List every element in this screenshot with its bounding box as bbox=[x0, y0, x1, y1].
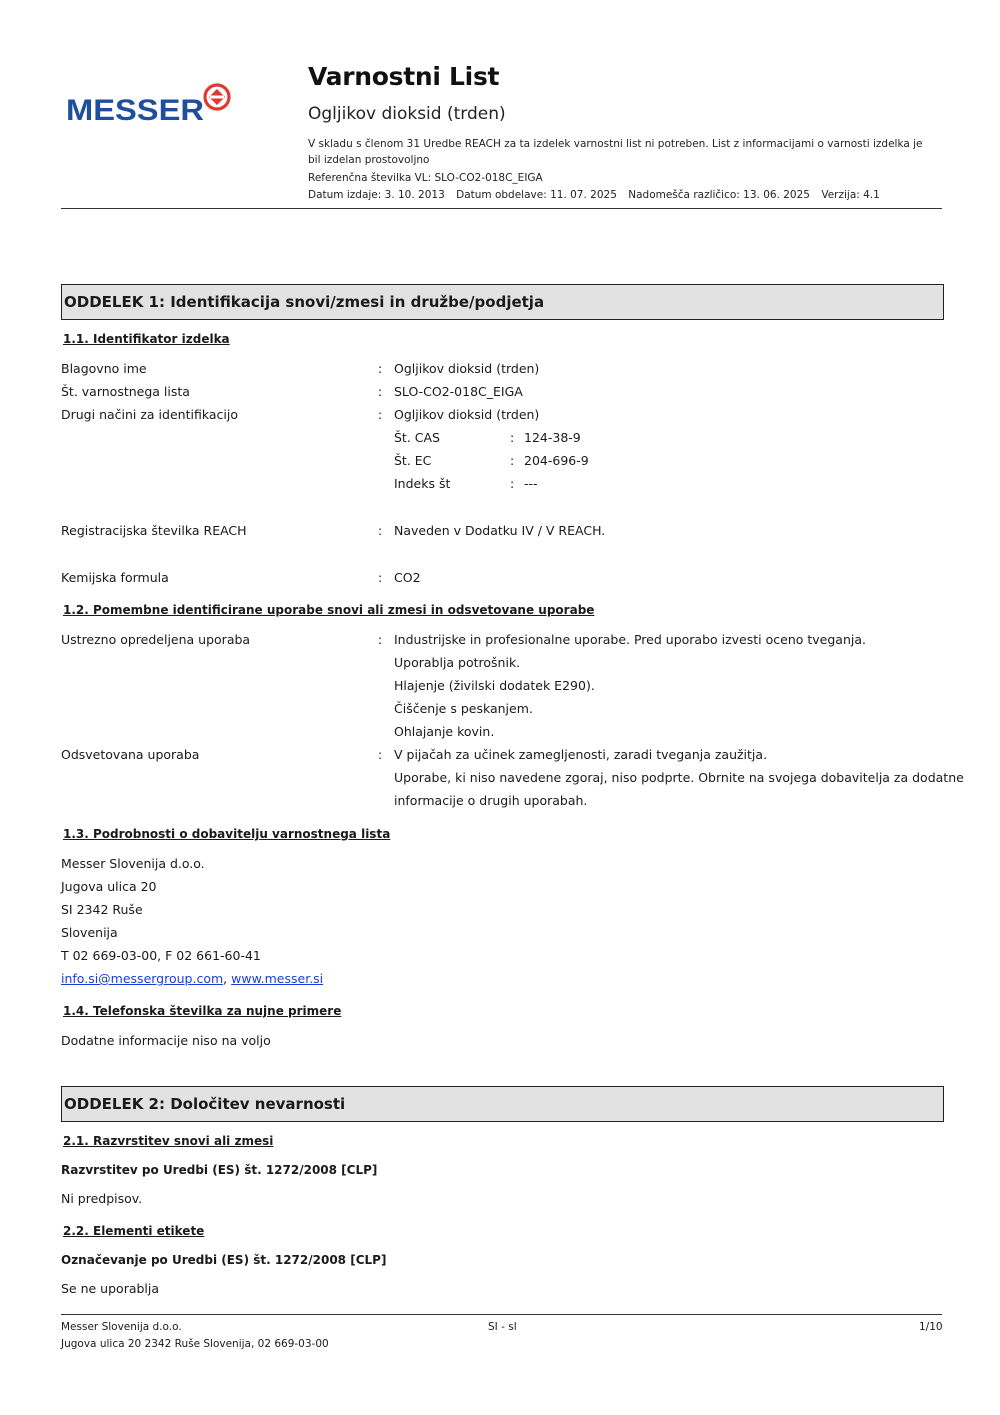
document-title: Varnostni List bbox=[308, 62, 500, 91]
issue-date: Datum izdaje: 3. 10. 2013 bbox=[308, 189, 445, 201]
subsection-2-1-title: 2.1. Razvrstitev snovi ali zmesi bbox=[63, 1134, 274, 1148]
supersedes-date: Nadomešča različico: 13. 06. 2025 bbox=[628, 189, 810, 201]
classification-text: Ni predpisov. bbox=[61, 1191, 143, 1206]
colon: : bbox=[378, 361, 383, 376]
colon: : bbox=[510, 476, 515, 491]
supplier-country: Slovenija bbox=[61, 925, 118, 940]
classification-clp-title: Razvrstitev po Uredbi (ES) št. 1272/2008 [CLP] bbox=[61, 1163, 378, 1177]
colon: : bbox=[510, 453, 515, 468]
reach-label: Registracijska številka REACH bbox=[61, 523, 247, 538]
colon: : bbox=[510, 430, 515, 445]
subsection-1-2-title: 1.2. Pomembne identificirane uporabe snovi ali zmesi in odsvetovane uporabe bbox=[63, 603, 595, 617]
messer-logo bbox=[66, 80, 236, 124]
contact-separator: , bbox=[223, 971, 232, 986]
subsection-1-4-title: 1.4. Telefonska številka za nujne primere bbox=[63, 1004, 342, 1018]
emergency-phone-text: Dodatne informacije niso na voljo bbox=[61, 1033, 271, 1048]
ec-value: 204-696-9 bbox=[524, 453, 589, 468]
labelling-text: Se ne uporablja bbox=[61, 1281, 160, 1296]
supplier-city: SI 2342 Ruše bbox=[61, 902, 143, 917]
advised-against-item: Uporabe, ki niso navedene zgoraj, niso podprte. Obrnite na svojega dobavitelja za dodatne bbox=[394, 770, 964, 785]
email-link[interactable]: info.si@messergroup.com bbox=[61, 971, 224, 986]
formula-value: CO2 bbox=[394, 570, 421, 585]
subsection-1-1-title: 1.1. Identifikator izdelka bbox=[63, 332, 230, 346]
labelling-clp-title: Označevanje po Uredbi (ES) št. 1272/2008 [CLP] bbox=[61, 1253, 387, 1267]
trade-name-value: Ogljikov dioksid (trden) bbox=[394, 361, 540, 376]
relevant-use-item: Čiščenje s peskanjem. bbox=[394, 701, 533, 716]
messer-logo-wordmark: MESSER bbox=[66, 94, 205, 124]
reach-value: Naveden v Dodatku IV / V REACH. bbox=[394, 523, 606, 538]
supplier-street: Jugova ulica 20 bbox=[61, 879, 157, 894]
colon: : bbox=[378, 747, 383, 762]
footer-company: Messer Slovenija d.o.o. bbox=[61, 1321, 182, 1333]
footer-language: SI - sl bbox=[488, 1321, 517, 1333]
intro-text: V skladu s členom 31 Uredbe REACH za ta izdelek varnostni list ni potreben. List z informacijami o varnosti izdelka je bil izdelan prostovoljno bbox=[308, 138, 923, 166]
index-label: Indeks št bbox=[394, 476, 451, 491]
dates-line bbox=[308, 187, 888, 203]
supplier-contacts bbox=[61, 971, 323, 986]
section-2-heading: ODDELEK 2: Določitev nevarnosti bbox=[61, 1086, 944, 1122]
relevant-use-item: Ohlajanje kovin. bbox=[394, 724, 495, 739]
reference-number: Referenčna številka VL: SLO-CO2-018C_EIGA bbox=[308, 172, 543, 184]
website-link[interactable]: www.messer.si bbox=[231, 971, 324, 986]
section-1-heading: ODDELEK 1: Identifikacija snovi/zmesi in družbe/podjetja bbox=[61, 284, 944, 320]
subsection-1-3-title: 1.3. Podrobnosti o dobavitelju varnostnega lista bbox=[63, 827, 391, 841]
advised-against-item: informacije o drugih uporabah. bbox=[394, 793, 588, 808]
colon: : bbox=[378, 632, 383, 647]
relevant-use-label: Ustrezno opredeljena uporaba bbox=[61, 632, 251, 647]
colon: : bbox=[378, 384, 383, 399]
relevant-use-item: Uporablja potrošnik. bbox=[394, 655, 521, 670]
relevant-use-item: Hlajenje (živilski dodatek E290). bbox=[394, 678, 595, 693]
trade-name-label: Blagovno ime bbox=[61, 361, 147, 376]
supplier-phone: T 02 669-03-00, F 02 661-60-41 bbox=[61, 948, 261, 963]
other-identification-label: Drugi načini za identifikacijo bbox=[61, 407, 238, 422]
ec-label: Št. EC bbox=[394, 453, 432, 468]
version: Verzija: 4.1 bbox=[821, 189, 880, 201]
advised-against-item: V pijačah za učinek zamegljenosti, zaradi tveganja zaužitja. bbox=[394, 747, 768, 762]
cas-label: Št. CAS bbox=[394, 430, 440, 445]
other-identification-value: Ogljikov dioksid (trden) bbox=[394, 407, 540, 422]
subsection-2-2-title: 2.2. Elementi etikete bbox=[63, 1224, 205, 1238]
footer-address: Jugova ulica 20 2342 Ruše Slovenija, 02 669-03-00 bbox=[61, 1338, 329, 1350]
index-value: --- bbox=[524, 476, 538, 491]
product-name: Ogljikov dioksid (trden) bbox=[308, 104, 506, 124]
colon: : bbox=[378, 407, 383, 422]
revision-date: Datum obdelave: 11. 07. 2025 bbox=[456, 189, 617, 201]
colon: : bbox=[378, 570, 383, 585]
sds-number-label: Št. varnostnega lista bbox=[61, 384, 190, 399]
colon: : bbox=[378, 523, 383, 538]
cas-value: 124-38-9 bbox=[524, 430, 581, 445]
relevant-use-item: Industrijske in profesionalne uporabe. Pred uporabo izvesti oceno tveganja. bbox=[394, 632, 866, 647]
footer-page-number: 1/10 bbox=[919, 1321, 943, 1333]
advised-against-label: Odsvetovana uporaba bbox=[61, 747, 200, 762]
supplier-name: Messer Slovenija d.o.o. bbox=[61, 856, 205, 871]
header-divider bbox=[61, 208, 942, 209]
footer-divider bbox=[61, 1314, 942, 1315]
messer-logo-emblem bbox=[205, 85, 229, 109]
formula-label: Kemijska formula bbox=[61, 570, 169, 585]
sds-number-value: SLO-CO2-018C_EIGA bbox=[394, 384, 523, 399]
